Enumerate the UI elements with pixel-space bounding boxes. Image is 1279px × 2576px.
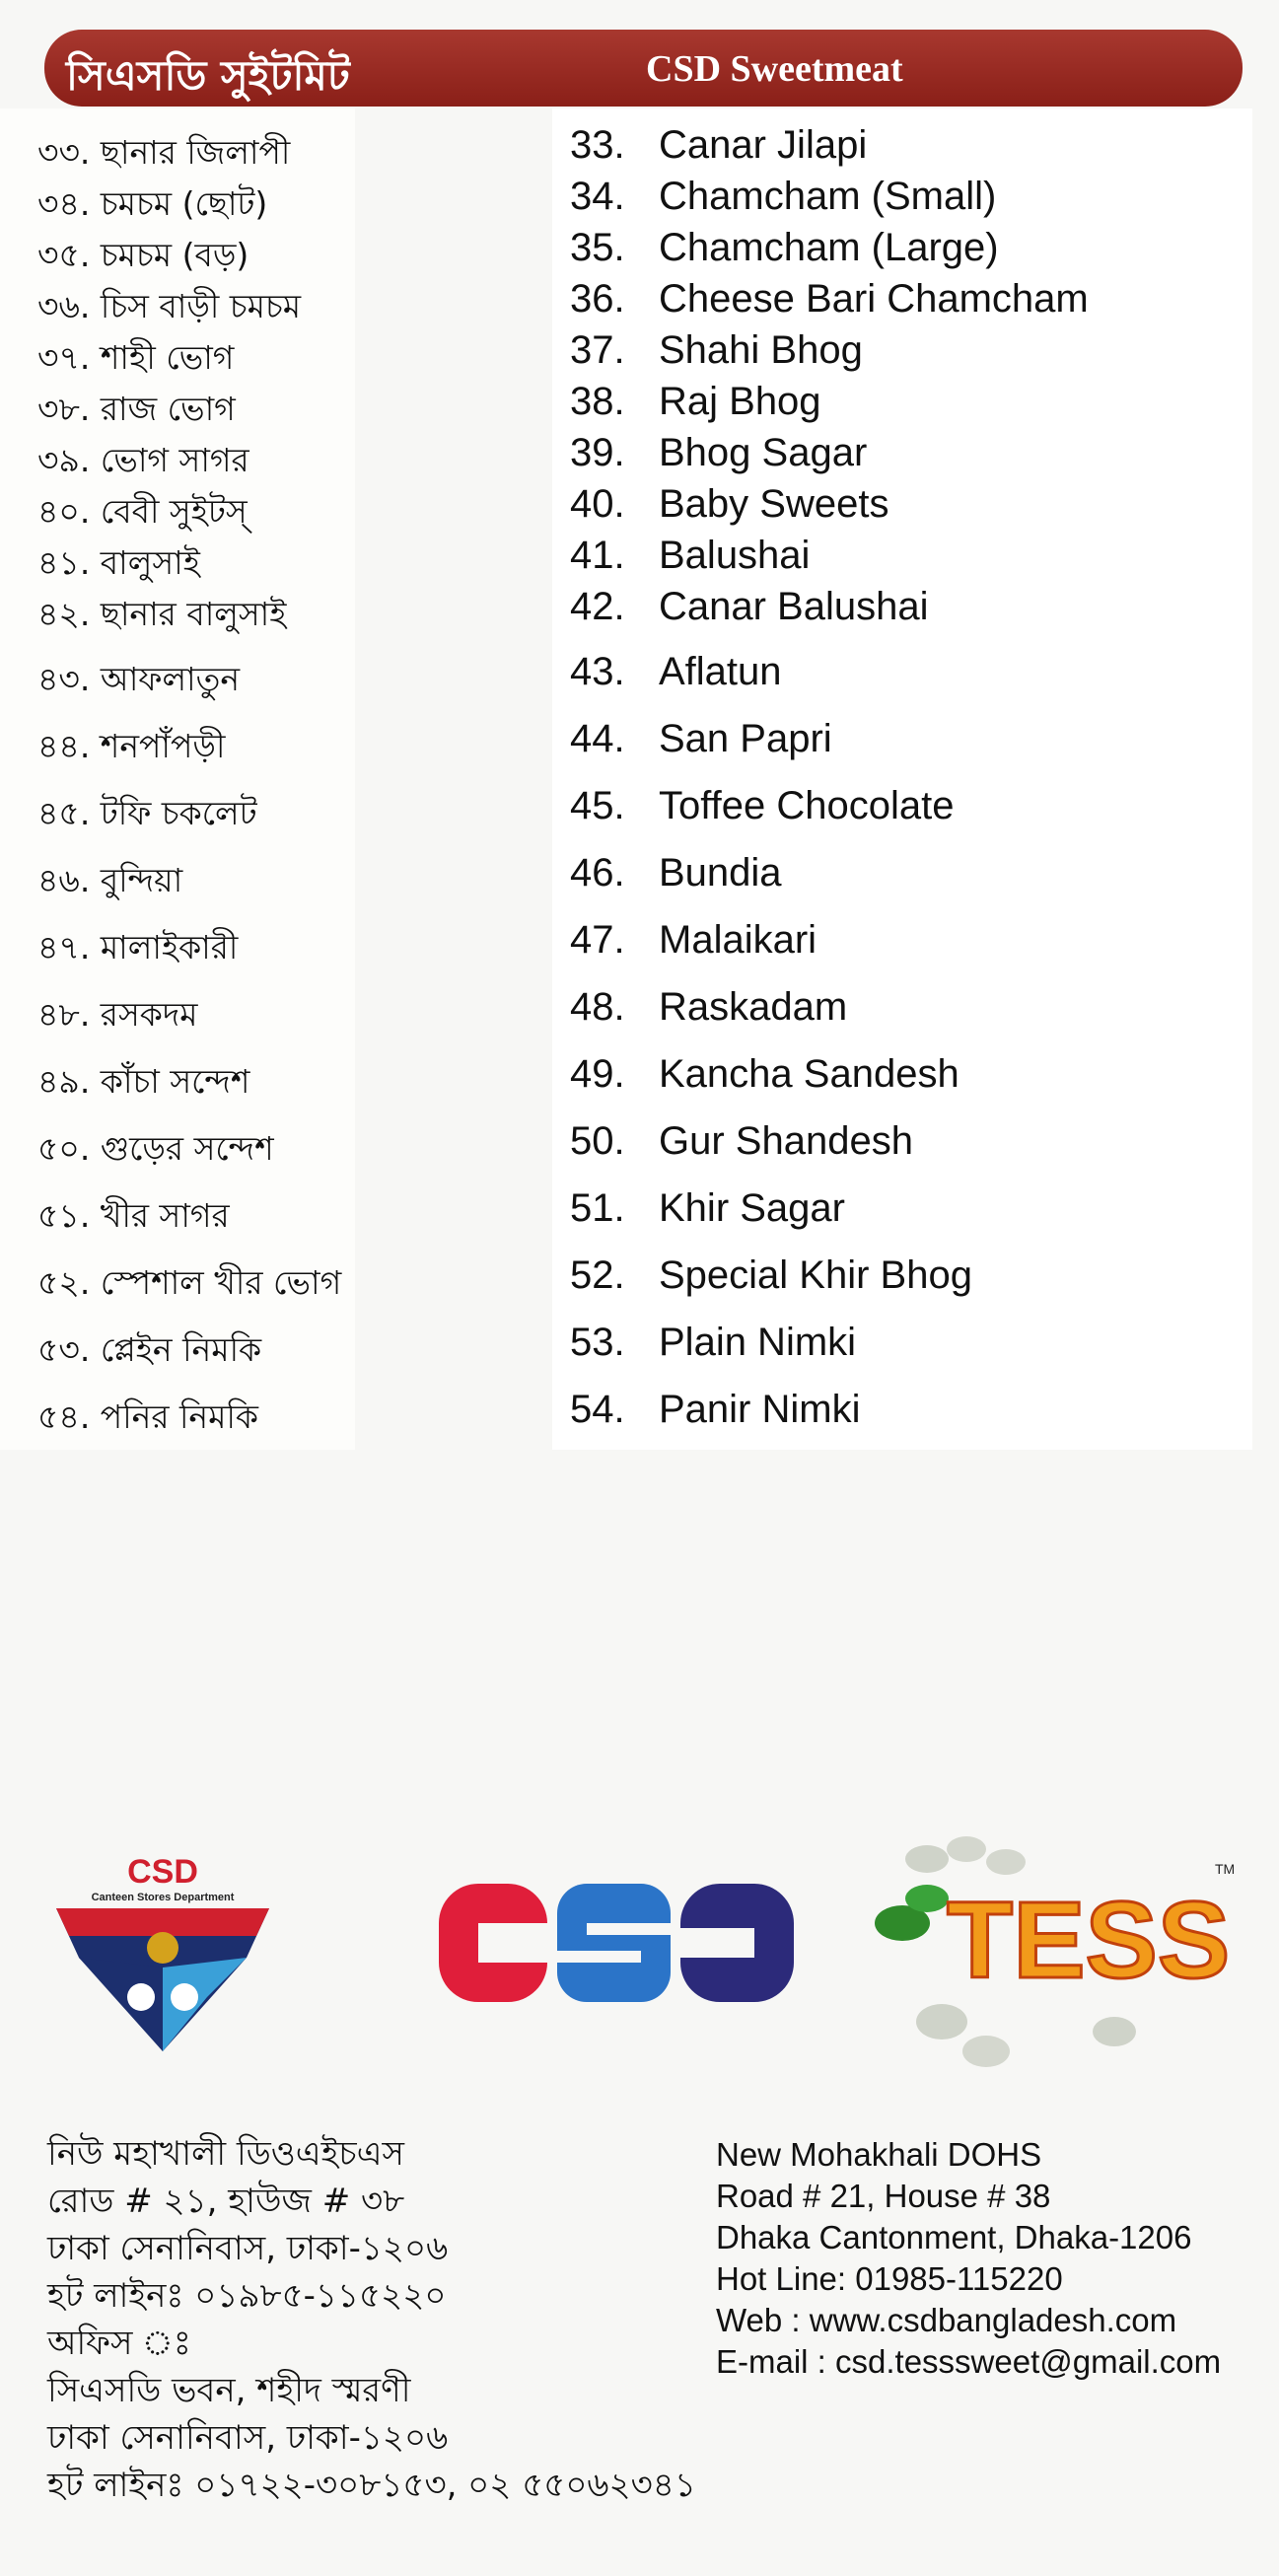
item-name-bn: ৩৮. রাজ ভোগ (37, 390, 236, 428)
item-number: 51. (570, 1186, 625, 1230)
item-name-en: Plain Nimki (659, 1321, 857, 1364)
item-number: 44. (570, 717, 625, 760)
item-number: 34. (570, 175, 625, 218)
address-line-bn: অফিস ঃ (47, 2324, 191, 2363)
item-number: 39. (570, 431, 625, 474)
menu-row (0, 1119, 1279, 1179)
menu-row (0, 650, 1279, 709)
item-name-en: San Papri (659, 717, 832, 760)
item-name-bn: ৪৪. শনপাঁপড়ী (37, 727, 226, 765)
menu-row (0, 851, 1279, 910)
item-number: 49. (570, 1052, 625, 1096)
csd-logo (439, 1874, 794, 2012)
address-line-bn: নিউ মহাখালী ডিওএইচএস (47, 2134, 404, 2174)
address-line-bn: ঢাকা সেনানিবাস, ঢাকা-১২০৬ (47, 2418, 449, 2458)
menu-row (0, 123, 1279, 182)
item-name-bn: ৩৩. ছানার জিলাপী (37, 133, 291, 172)
item-name-bn: ৩৭. শাহী ভোগ (37, 338, 235, 377)
item-name-en: Kancha Sandesh (659, 1052, 959, 1096)
item-name-bn: ৪৭. মালাইকারী (37, 928, 239, 966)
tess-logo-text: TESS (947, 1880, 1231, 2001)
address-line-en: New Mohakhali DOHS (716, 2136, 1042, 2173)
menu-row (0, 380, 1279, 439)
item-name-en: Special Khir Bhog (659, 1253, 972, 1297)
item-name-bn: ৪৯. কাঁচা সন্দেশ (37, 1062, 250, 1101)
item-name-bn: ৪১. বালুসাই (37, 543, 200, 582)
item-name-bn: ৪২. ছানার বালুসাই (37, 595, 287, 633)
item-number: 50. (570, 1119, 625, 1163)
dept-logo-subtitle: Canteen Stores Department (91, 1892, 235, 1903)
item-name-en: Bundia (659, 851, 782, 894)
item-number: 41. (570, 534, 625, 577)
menu-row (0, 985, 1279, 1044)
menu-row (0, 226, 1279, 285)
item-number: 38. (570, 380, 625, 423)
item-name-en: Aflatun (659, 650, 782, 693)
menu-row (0, 328, 1279, 388)
item-name-en: Gur Shandesh (659, 1119, 913, 1163)
address-line-en: Dhaka Cantonment, Dhaka-1206 (716, 2219, 1192, 2255)
item-name-bn: ৩৯. ভোগ সাগর (37, 441, 249, 479)
menu-row (0, 1253, 1279, 1313)
address-english (716, 2134, 1221, 2383)
menu-header (44, 30, 1243, 107)
item-name-bn: ৩৪. চমচম (ছোট) (37, 184, 268, 223)
item-name-en: Malaikari (659, 918, 817, 962)
item-name-bn: ৩৬. চিস বাড়ী চমচম (37, 287, 302, 325)
item-name-en: Chamcham (Small) (659, 175, 997, 218)
csd-department-logo (44, 1849, 281, 2056)
address-line-en: E-mail : csd.tesssweet@gmail.com (716, 2343, 1222, 2380)
item-name-en: Khir Sagar (659, 1186, 845, 1230)
item-name-en: Raskadam (659, 985, 848, 1029)
item-number: 37. (570, 328, 625, 372)
address-line-en: Road # 21, House # 38 (716, 2178, 1051, 2214)
item-name-en: Baby Sweets (659, 482, 889, 526)
item-number: 35. (570, 226, 625, 269)
item-name-en: Shahi Bhog (659, 328, 863, 372)
tess-logo (868, 1825, 1243, 2081)
item-name-bn: ৪৩. আফলাতুন (37, 660, 241, 698)
menu-row (0, 1052, 1279, 1111)
item-name-bn: ৫২. স্পেশাল খীর ভোগ (37, 1263, 342, 1302)
address-line-bn: হট লাইনঃ ০১৯৮৫-১১৫২২০ (47, 2276, 447, 2316)
item-name-en: Balushai (659, 534, 811, 577)
item-number: 36. (570, 277, 625, 321)
menu-row (0, 482, 1279, 541)
item-number: 52. (570, 1253, 625, 1297)
menu-row (0, 585, 1279, 644)
item-name-bn: ৫৩. প্লেইন নিমকি (37, 1330, 262, 1369)
item-name-bn: ৪৫. টফি চকলেট (37, 794, 257, 832)
item-number: 47. (570, 918, 625, 962)
address-line-bn: হট লাইনঃ ০১৭২২-৩০৮১৫৩, ০২ ৫৫০৬২৩৪১ (47, 2466, 696, 2505)
menu-row (0, 1186, 1279, 1246)
menu-row (0, 431, 1279, 490)
menu-row (0, 534, 1279, 593)
menu-row (0, 277, 1279, 336)
item-name-bn: ৫৪. পনির নিমকি (37, 1397, 258, 1436)
item-name-en: Canar Balushai (659, 585, 929, 628)
item-number: 48. (570, 985, 625, 1029)
address-line-bn: ঢাকা সেনানিবাস, ঢাকা-১২০৬ (47, 2229, 449, 2268)
item-number: 33. (570, 123, 625, 167)
item-number: 45. (570, 784, 625, 827)
item-number: 40. (570, 482, 625, 526)
item-number: 42. (570, 585, 625, 628)
item-name-bn: ৪৮. রসকদম (37, 995, 198, 1034)
menu-row (0, 175, 1279, 234)
item-name-bn: ৪৬. বুন্দিয়া (37, 861, 183, 899)
item-number: 54. (570, 1388, 625, 1431)
csd-logo-text: CSD (616, 2012, 619, 2013)
item-number: 53. (570, 1321, 625, 1364)
address-line-en: Hot Line: 01985-115220 (716, 2260, 1063, 2297)
item-name-bn: ৫১. খীর সাগর (37, 1196, 230, 1235)
menu-row (0, 784, 1279, 843)
address-line-bn: রোড # ২১, হাউজ # ৩৮ (47, 2182, 405, 2221)
item-name-bn: ৫০. গুড়ের সন্দেশ (37, 1129, 274, 1168)
dept-logo-text: CSD (127, 1853, 198, 1891)
item-name-en: Raj Bhog (659, 380, 821, 423)
menu-row (0, 1321, 1279, 1380)
address-line-en: Web : www.csdbangladesh.com (716, 2302, 1177, 2338)
item-name-en: Cheese Bari Chamcham (659, 277, 1089, 321)
item-name-en: Bhog Sagar (659, 431, 868, 474)
menu-row (0, 918, 1279, 977)
menu-row (0, 717, 1279, 776)
address-line-bn: সিএসডি ভবন, শহীদ স্মরণী (47, 2371, 411, 2410)
item-number: 43. (570, 650, 625, 693)
address-bangla (47, 2130, 696, 2509)
item-name-en: Toffee Chocolate (659, 784, 955, 827)
menu-row (0, 1388, 1279, 1447)
item-number: 46. (570, 851, 625, 894)
item-name-bn: ৪০. বেবী সুইটস্ (37, 492, 248, 531)
item-name-en: Panir Nimki (659, 1388, 861, 1431)
item-name-bn: ৩৫. চমচম (বড়) (37, 236, 249, 274)
item-name-en: Chamcham (Large) (659, 226, 999, 269)
tess-tm: TM (1215, 1861, 1236, 1877)
item-name-en: Canar Jilapi (659, 123, 868, 167)
header-title-en: CSD Sweetmeat (646, 48, 903, 90)
header-title-bn: সিএসডি সুইটমিট (66, 51, 350, 100)
